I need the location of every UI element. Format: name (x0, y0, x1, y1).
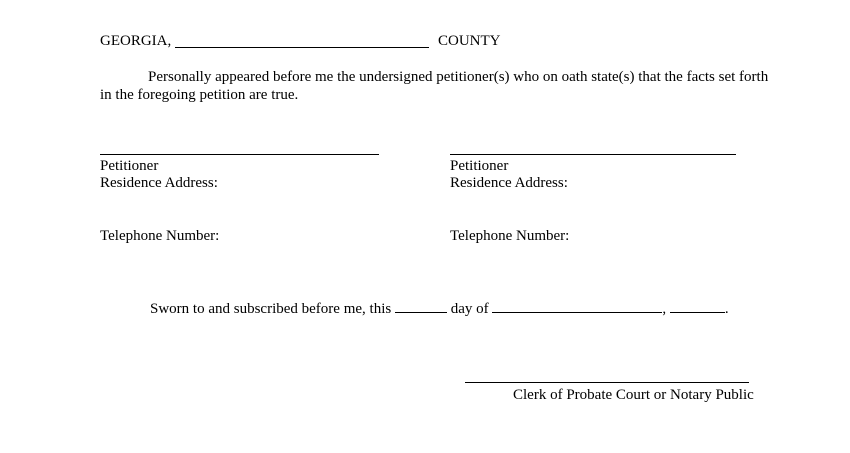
right-residence-address-label: Residence Address: (450, 175, 568, 191)
sworn-day-field[interactable] (395, 298, 447, 313)
county-name-field[interactable] (175, 47, 429, 48)
clerk-signature-line[interactable] (465, 382, 749, 383)
right-telephone-label: Telephone Number: (450, 228, 570, 244)
left-petitioner-signature-line[interactable] (100, 154, 379, 155)
right-petitioner-label: Petitioner (450, 158, 509, 174)
sworn-comma: , (662, 301, 667, 317)
sworn-prefix: Sworn to and subscribed before me, this (150, 301, 392, 317)
right-petitioner-signature-line[interactable] (450, 154, 736, 155)
left-petitioner-label: Petitioner (100, 158, 159, 174)
oath-text-line1: Personally appeared before me the undersigned petitioner(s) who on oath state(s) that the facts set forth (148, 69, 769, 85)
oath-text-line2: in the foregoing petition are true. (100, 87, 299, 103)
left-residence-address-label: Residence Address: (100, 175, 218, 191)
clerk-title: Clerk of Probate Court or Notary Public (513, 387, 754, 403)
county-label: COUNTY (438, 33, 501, 49)
sworn-day-of: day of (450, 301, 489, 317)
sworn-period: . (724, 301, 729, 317)
sworn-year-field[interactable] (670, 298, 725, 313)
state-label: GEORGIA, (100, 33, 172, 49)
sworn-line (150, 298, 729, 318)
left-telephone-label: Telephone Number: (100, 228, 220, 244)
sworn-month-field[interactable] (492, 298, 662, 313)
